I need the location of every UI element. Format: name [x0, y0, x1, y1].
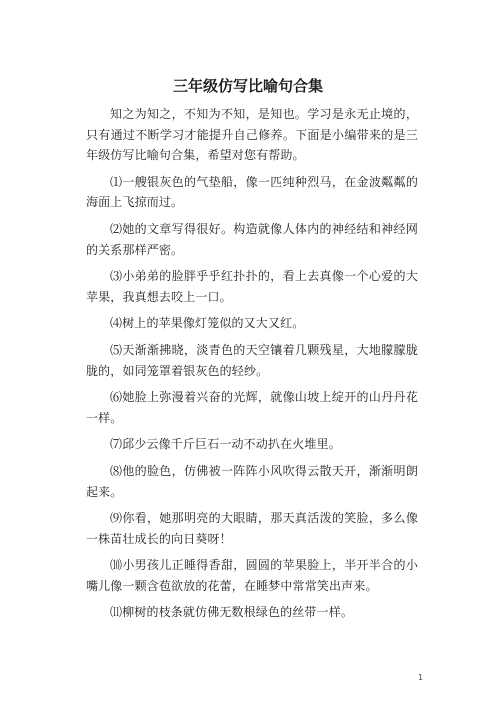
document-title: 三年级仿写比喻句合集 [172, 77, 323, 95]
sentence-11: ⑾柳树的枝条就仿佛无数根绿色的丝带一样。 [110, 605, 354, 620]
sentence-5: ⑸天渐渐拂晓，淡青色的天空镶着几颗残星，大地朦朦胧胧的，如同笼罩着银灰色的轻纱。 [86, 342, 418, 378]
sentence-1: ⑴一艘银灰色的气垫船，像一匹纯种烈马，在金波粼粼的海面上飞掠而过。 [86, 174, 418, 210]
sentence-7: ⑺邱少云像千斤巨石一动不动扒在火堆里。 [110, 437, 341, 452]
sentence-6: ⑹她脸上弥漫着兴奋的光辉，就像山坡上绽开的山丹丹花一样。 [86, 390, 418, 425]
page-number: 1 [418, 673, 424, 682]
sentence-8: ⑻他的脸色，仿佛被一阵阵小风吹得云散天开，渐渐明朗起来。 [86, 463, 418, 499]
sentence-2: ⑵她的文章写得很好。构造就像人体内的神经结和神经网的关系那样严密。 [86, 221, 418, 257]
document-body [86, 104, 418, 629]
intro-paragraph: 知之为知之，不知为不知，是知也。学习是永无止境的，只有通过不断学习才能提升自己修养。下面是小编带来的是三年级仿写比喻句合集，希望对您有帮助。 [86, 107, 418, 163]
sentence-9: ⑼你看，她那明亮的大眼睛，那天真活泼的笑脸，多么像一株苗壮成长的向日葵呀！ [86, 511, 418, 546]
sentence-4: ⑷树上的苹果像灯笼似的又大又红。 [110, 316, 305, 331]
sentence-10: ⑽小男孩儿正睡得香甜，圆圆的苹果脸上，半开半合的小嘴儿像一颗含苞欲放的花蕾，在睡梦中常常笑出声来。 [86, 558, 418, 593]
sentence-3: ⑶小弟弟的脸胖乎乎红扑扑的，看上去真像一个心爱的大苹果，我真想去咬上一口。 [86, 269, 418, 304]
